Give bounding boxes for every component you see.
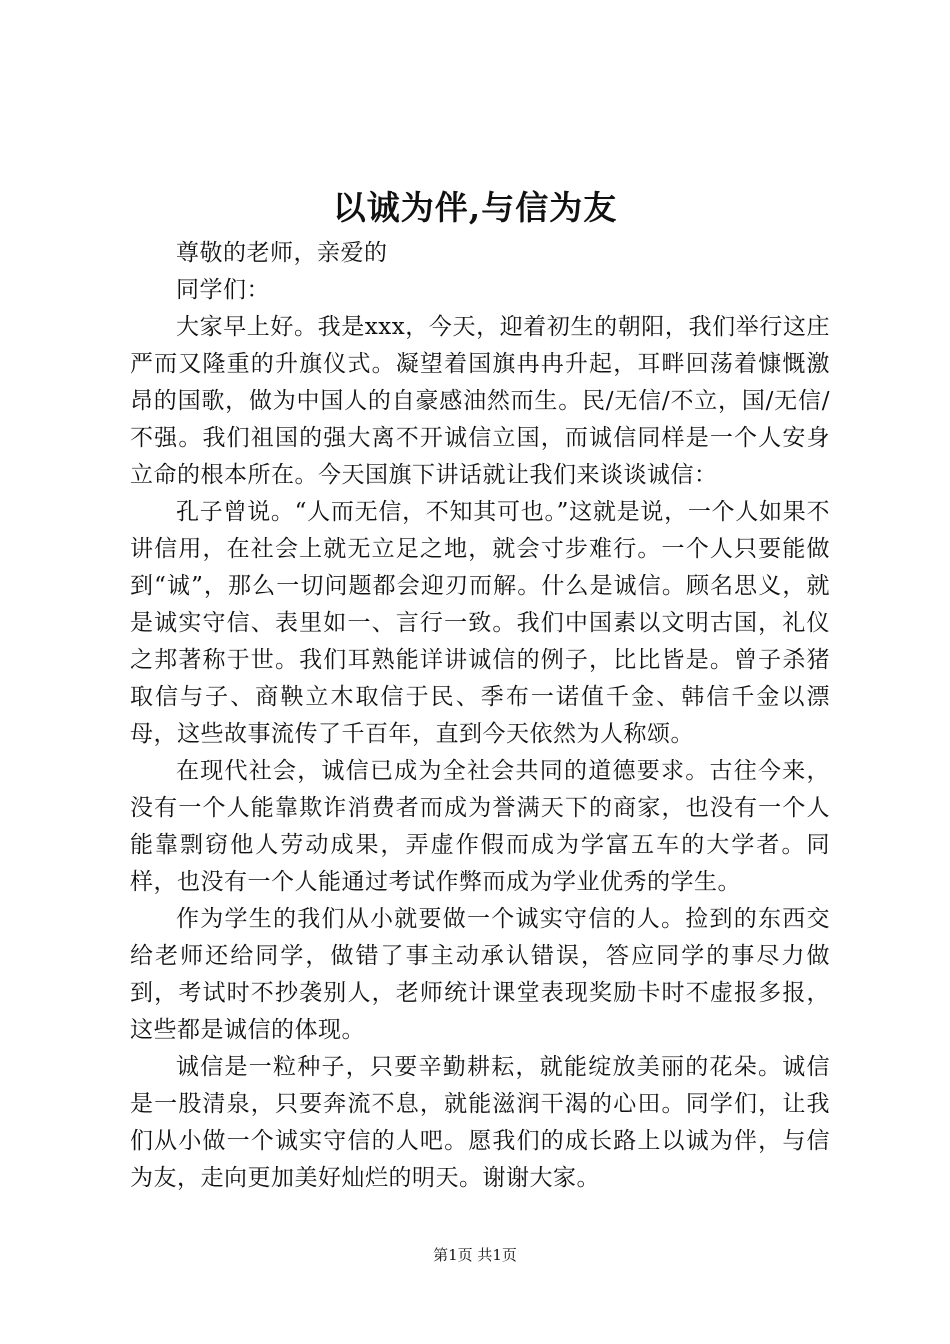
body-paragraph: 诚信是一粒种子，只要辛勤耕耘，就能绽放美丽的花朵。诚信是一股清泉，只要奔流不息，就能滋润干渴的心田。同学们，让我们从小做一个诚实守信的人吧。愿我们的成长路上以诚为伴，与信为友，走向更加美好灿烂的明天。谢谢大家。 — [130, 1054, 830, 1191]
greeting-line-1: 尊敬的老师，亲爱的 — [176, 240, 388, 266]
greeting-line-2: 同学们： — [176, 277, 270, 303]
body-paragraph: 大家早上好。我是xxx，今天，迎着初生的朝阳，我们举行这庄严而又隆重的升旗仪式。凝望着国旗冉冉升起，耳畔回荡着慷慨激昂的国歌，做为中国人的自豪感油然而生。民/无信/不立，国/无信/不强。我们祖国的强大离不开诚信立国，而诚信同样是一个人安身立命的根本所在。今天国旗下讲话就让我们来谈谈诚信： — [130, 314, 830, 488]
body-paragraph: 孔子曾说。“人而无信，不知其可也。”这就是说，一个人如果不讲信用，在社会上就无立足之地，就会寸步难行。一个人只要能做到“诚”，那么一切问题都会迎刃而解。什么是诚信。顾名思义，就是诚实守信、表里如一、言行一致。我们中国素以文明古国，礼仪之邦著称于世。我们耳熟能详讲诚信的例子，比比皆是。曾子杀猪取信与子、商鞅立木取信于民、季布一诺值千金、韩信千金以漂母，这些故事流传了千百年，直到今天依然为人称颂。 — [130, 499, 830, 747]
document-body — [130, 235, 830, 1197]
page-number-footer: 第1页 共1页 — [433, 1246, 517, 1264]
body-paragraph: 在现代社会，诚信已成为全社会共同的道德要求。古往今来，没有一个人能靠欺诈消费者而成为誉满天下的商家，也没有一个人能靠剽窃他人劳动成果，弄虚作假而成为学富五车的大学者。同样，也没有一个人能通过考试作弊而成为学业优秀的学生。 — [130, 758, 830, 895]
body-paragraph: 作为学生的我们从小就要做一个诚实守信的人。捡到的东西交给老师还给同学，做错了事主动承认错误，答应同学的事尽力做到，考试时不抄袭别人，老师统计课堂表现奖励卡时不虚报多报，这些都是诚信的体现。 — [130, 906, 830, 1043]
document-title: 以诚为伴,与信为友 — [332, 188, 618, 227]
